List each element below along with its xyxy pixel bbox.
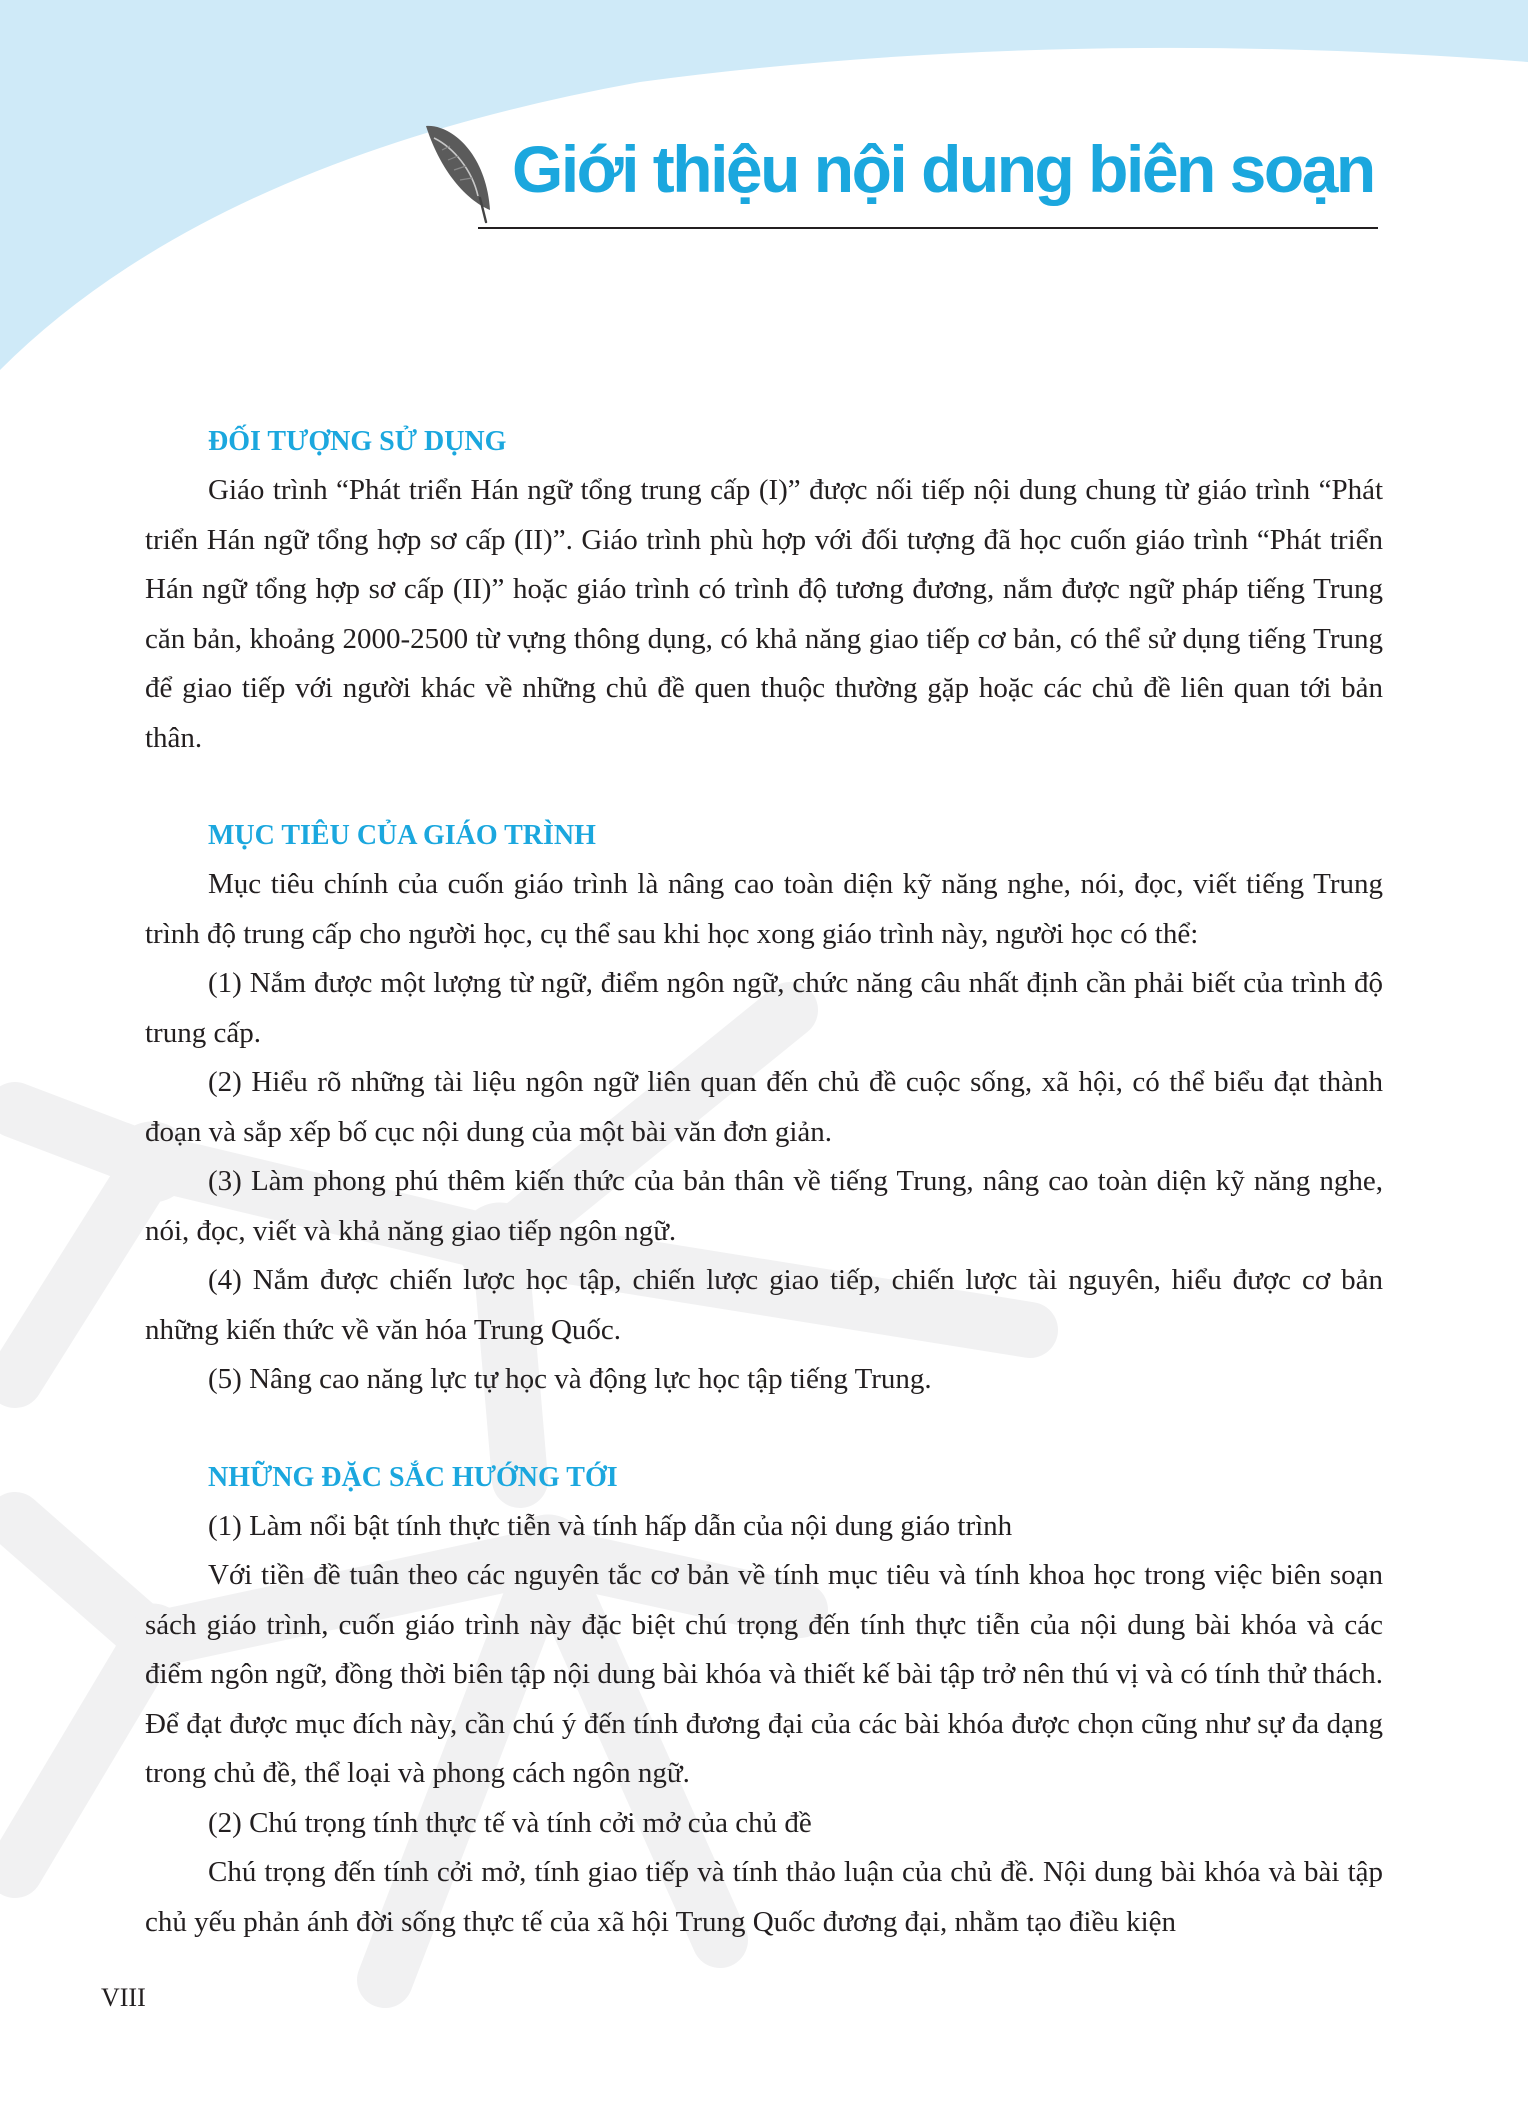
list-item: (5) Nâng cao năng lực tự học và động lực học tập tiếng Trung.: [208, 1363, 932, 1395]
paragraph: Mục tiêu chính của cuốn giáo trình là nâng cao toàn diện kỹ năng nghe, nói, đọc, viết tiếng Trung trình độ trung cấp cho người học, cụ thể sau khi học xong giáo trình này, người học có thể:: [145, 868, 1383, 950]
section-heading: ĐỐI TƯỢNG SỬ DỤNG: [208, 426, 507, 457]
page-number: VIII: [101, 1983, 146, 2012]
list-item: (3) Làm phong phú thêm kiến thức của bản thân về tiếng Trung, nâng cao toàn diện kỹ năng nghe, nói, đọc, viết và khả năng giao tiếp ngôn ngữ.: [145, 1165, 1383, 1247]
page-header: [420, 118, 1380, 238]
section-heading: MỤC TIÊU CỦA GIÁO TRÌNH: [208, 820, 596, 851]
subheading: (2) Chú trọng tính thực tế và tính cởi mở của chủ đề: [208, 1806, 812, 1839]
paragraph: Giáo trình “Phát triển Hán ngữ tổng trung cấp (I)” được nối tiếp nội dung chung từ giáo trình “Phát triển Hán ngữ tổng hợp sơ cấp (II)”. Giáo trình phù hợp với đối tượng đã học cuốn giáo trình “Phát triển Hán ngữ tổng hợp sơ cấp (II)” hoặc giáo trình có trình độ tương đương, nắm được ngữ pháp tiếng Trung căn bản, khoảng 2000-2500 từ vựng thông dụng, có khả năng giao tiếp cơ bản, có thể sử dụng tiếng Trung để giao tiếp với người khác về những chủ đề quen thuộc thường gặp hoặc các chủ đề liên quan tới bản thân.: [145, 474, 1383, 754]
section-features: [145, 1454, 1383, 1948]
paragraph: Chú trọng đến tính cởi mở, tính giao tiếp và tính thảo luận của chủ đề. Nội dung bài khóa và bài tập chủ yếu phản ánh đời sống thực tế của xã hội Trung Quốc đương đại, nhằm tạo điều kiện: [145, 1856, 1383, 1938]
title-underline: [478, 227, 1378, 229]
list-item: (4) Nắm được chiến lược học tập, chiến lược giao tiếp, chiến lược tài nguyên, hiểu được cơ bản những kiến thức về văn hóa Trung Quốc.: [145, 1264, 1383, 1346]
list-item: (2) Hiểu rõ những tài liệu ngôn ngữ liên quan đến chủ đề cuộc sống, xã hội, có thể biểu đạt thành đoạn và sắp xếp bố cục nội dung của một bài văn đơn giản.: [145, 1066, 1383, 1148]
main-content: [145, 418, 1383, 1947]
section-target-users: [145, 418, 1383, 763]
section-objectives: [145, 812, 1383, 1405]
list-item: (1) Nắm được một lượng từ ngữ, điểm ngôn ngữ, chức năng câu nhất định cần phải biết của trình độ trung cấp.: [145, 967, 1383, 1049]
feather-icon: [420, 118, 500, 228]
page-title: Giới thiệu nội dung biên soạn: [512, 132, 1374, 206]
subheading: (1) Làm nổi bật tính thực tiễn và tính hấp dẫn của nội dung giáo trình: [208, 1509, 1013, 1542]
paragraph: Với tiền đề tuân theo các nguyên tắc cơ bản về tính mục tiêu và tính khoa học trong việc biên soạn sách giáo trình, cuốn giáo trình này đặc biệt chú trọng đến tính thực tiễn của nội dung bài khóa và các điểm ngôn ngữ, đồng thời biên tập nội dung bài khóa và thiết kế bài tập trở nên thú vị và có tính thử thách. Để đạt được mục đích này, cần chú ý đến tính đương đại của các bài khóa được chọn cũng như sự đa dạng trong chủ đề, thể loại và phong cách ngôn ngữ.: [145, 1559, 1383, 1789]
section-heading: NHỮNG ĐẶC SẮC HƯỚNG TỚI: [208, 1461, 618, 1493]
